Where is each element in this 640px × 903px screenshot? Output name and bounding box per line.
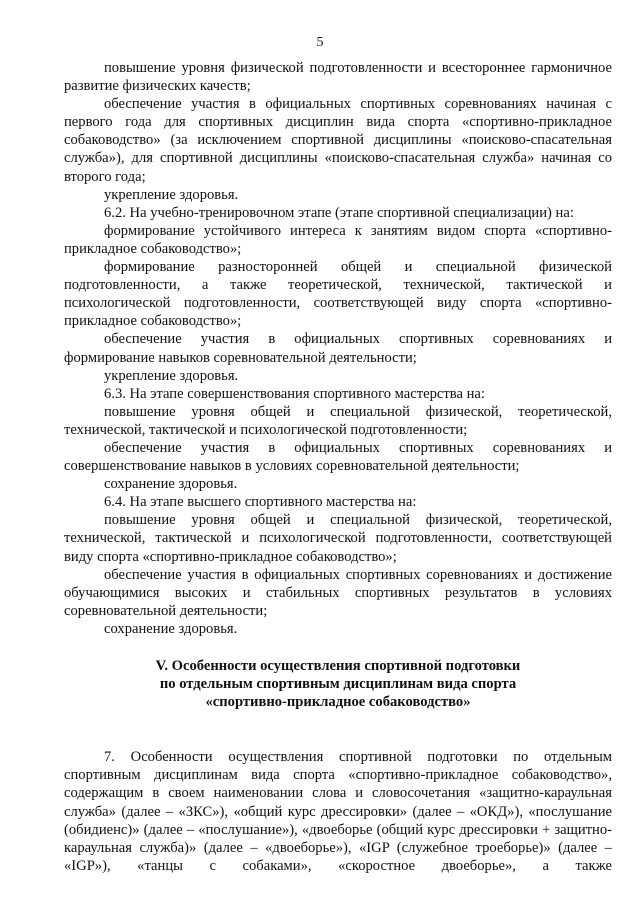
paragraph: повышение уровня физической подготовленности и всестороннее гармоничное развитие физических качеств; [64,60,612,95]
paragraph: 6.2. На учебно-тренировочном этапе (этапе спортивной специализации) на: [104,204,574,221]
spacer [64,638,612,657]
section-heading-line: по отдельным спортивным дисциплинам вида спорта [159,676,517,693]
paragraph: обеспечение участия в официальных спортивных соревнованиях и достижение обучающимися высоких и стабильных спортивных результатов в условиях соревновательной деятельности; [64,566,612,619]
paragraph: 7. Особенности осуществления спортивной подготовки по отдельным спортивным дисциплинам вида спорта «спортивно-прикладное собаководство», содержащим в своем наименовании слова и словосочетания «защитно-караульная служба» (далее – «ЗКС»), «общий курс дрессировки» (далее – «ОКД»), «послушание (обидиенс)» (далее – «послушание»), «двоеборье (общий курс дрессировки + защитно-караульная служба)» (далее – «двоеборье»), «IGP (служебное троеборье)» (далее – «IGP»), «танцы с собаками», «скоростное двоеборье», а также [64,749,612,874]
section-heading-line: V. Особенности осуществления спортивной подготовки [155,658,521,674]
paragraph: 6.4. На этапе высшего спортивного мастерства на: [104,494,417,511]
paragraph: 6.3. На этапе совершенствования спортивного мастерства на: [104,385,485,402]
page-number: 5 [316,35,324,50]
paragraph: сохранение здоровья. [104,476,238,493]
paragraph: повышение уровня общей и специальной физической, теоретической, технической, тактической и психологической подготовленности; [64,403,612,438]
paragraph: укрепление здоровья. [104,186,239,203]
paragraph: формирование устойчивого интереса к занятиям видом спорта «спортивно-прикладное собаководство»; [64,222,612,257]
paragraph: обеспечение участия в официальных спортивных соревнованиях и совершенствование навыков в условиях соревновательной деятельности; [64,439,612,475]
paragraph: формирование разносторонней общей и специальной физической подготовленности, а также теоретической, технической, тактической и психологической подготовленности, соответствующей виду спорта «спортивно-прикладное собаководство»; [64,259,612,330]
paragraph: обеспечение участия в официальных спортивных соревнованиях и формирование навыков соревновательной деятельности; [64,331,612,366]
paragraph: обеспечение участия в официальных спортивных соревнованиях начиная с первого года для спортивных дисциплин вида спорта «спортивно-прикладное собаководство» (за исключением спортивной дисциплины «поисково-спасательная служба»), для спортивной дисциплины «поисково-спасательная служба» начиная со второго года; [64,96,612,185]
document-body [64,59,612,875]
paragraph: укрепление здоровья. [104,367,239,384]
section-heading-line: «спортивно-прикладное собаководство» [205,694,471,711]
paragraph: сохранение здоровья. [104,620,238,637]
paragraph: повышение уровня общей и специальной физической, теоретической, технической, тактической и психологической подготовленности, соответствующей виду спорта «спортивно-прикладное собаководство»; [64,512,612,565]
spacer [64,711,612,748]
section-heading [64,657,612,711]
